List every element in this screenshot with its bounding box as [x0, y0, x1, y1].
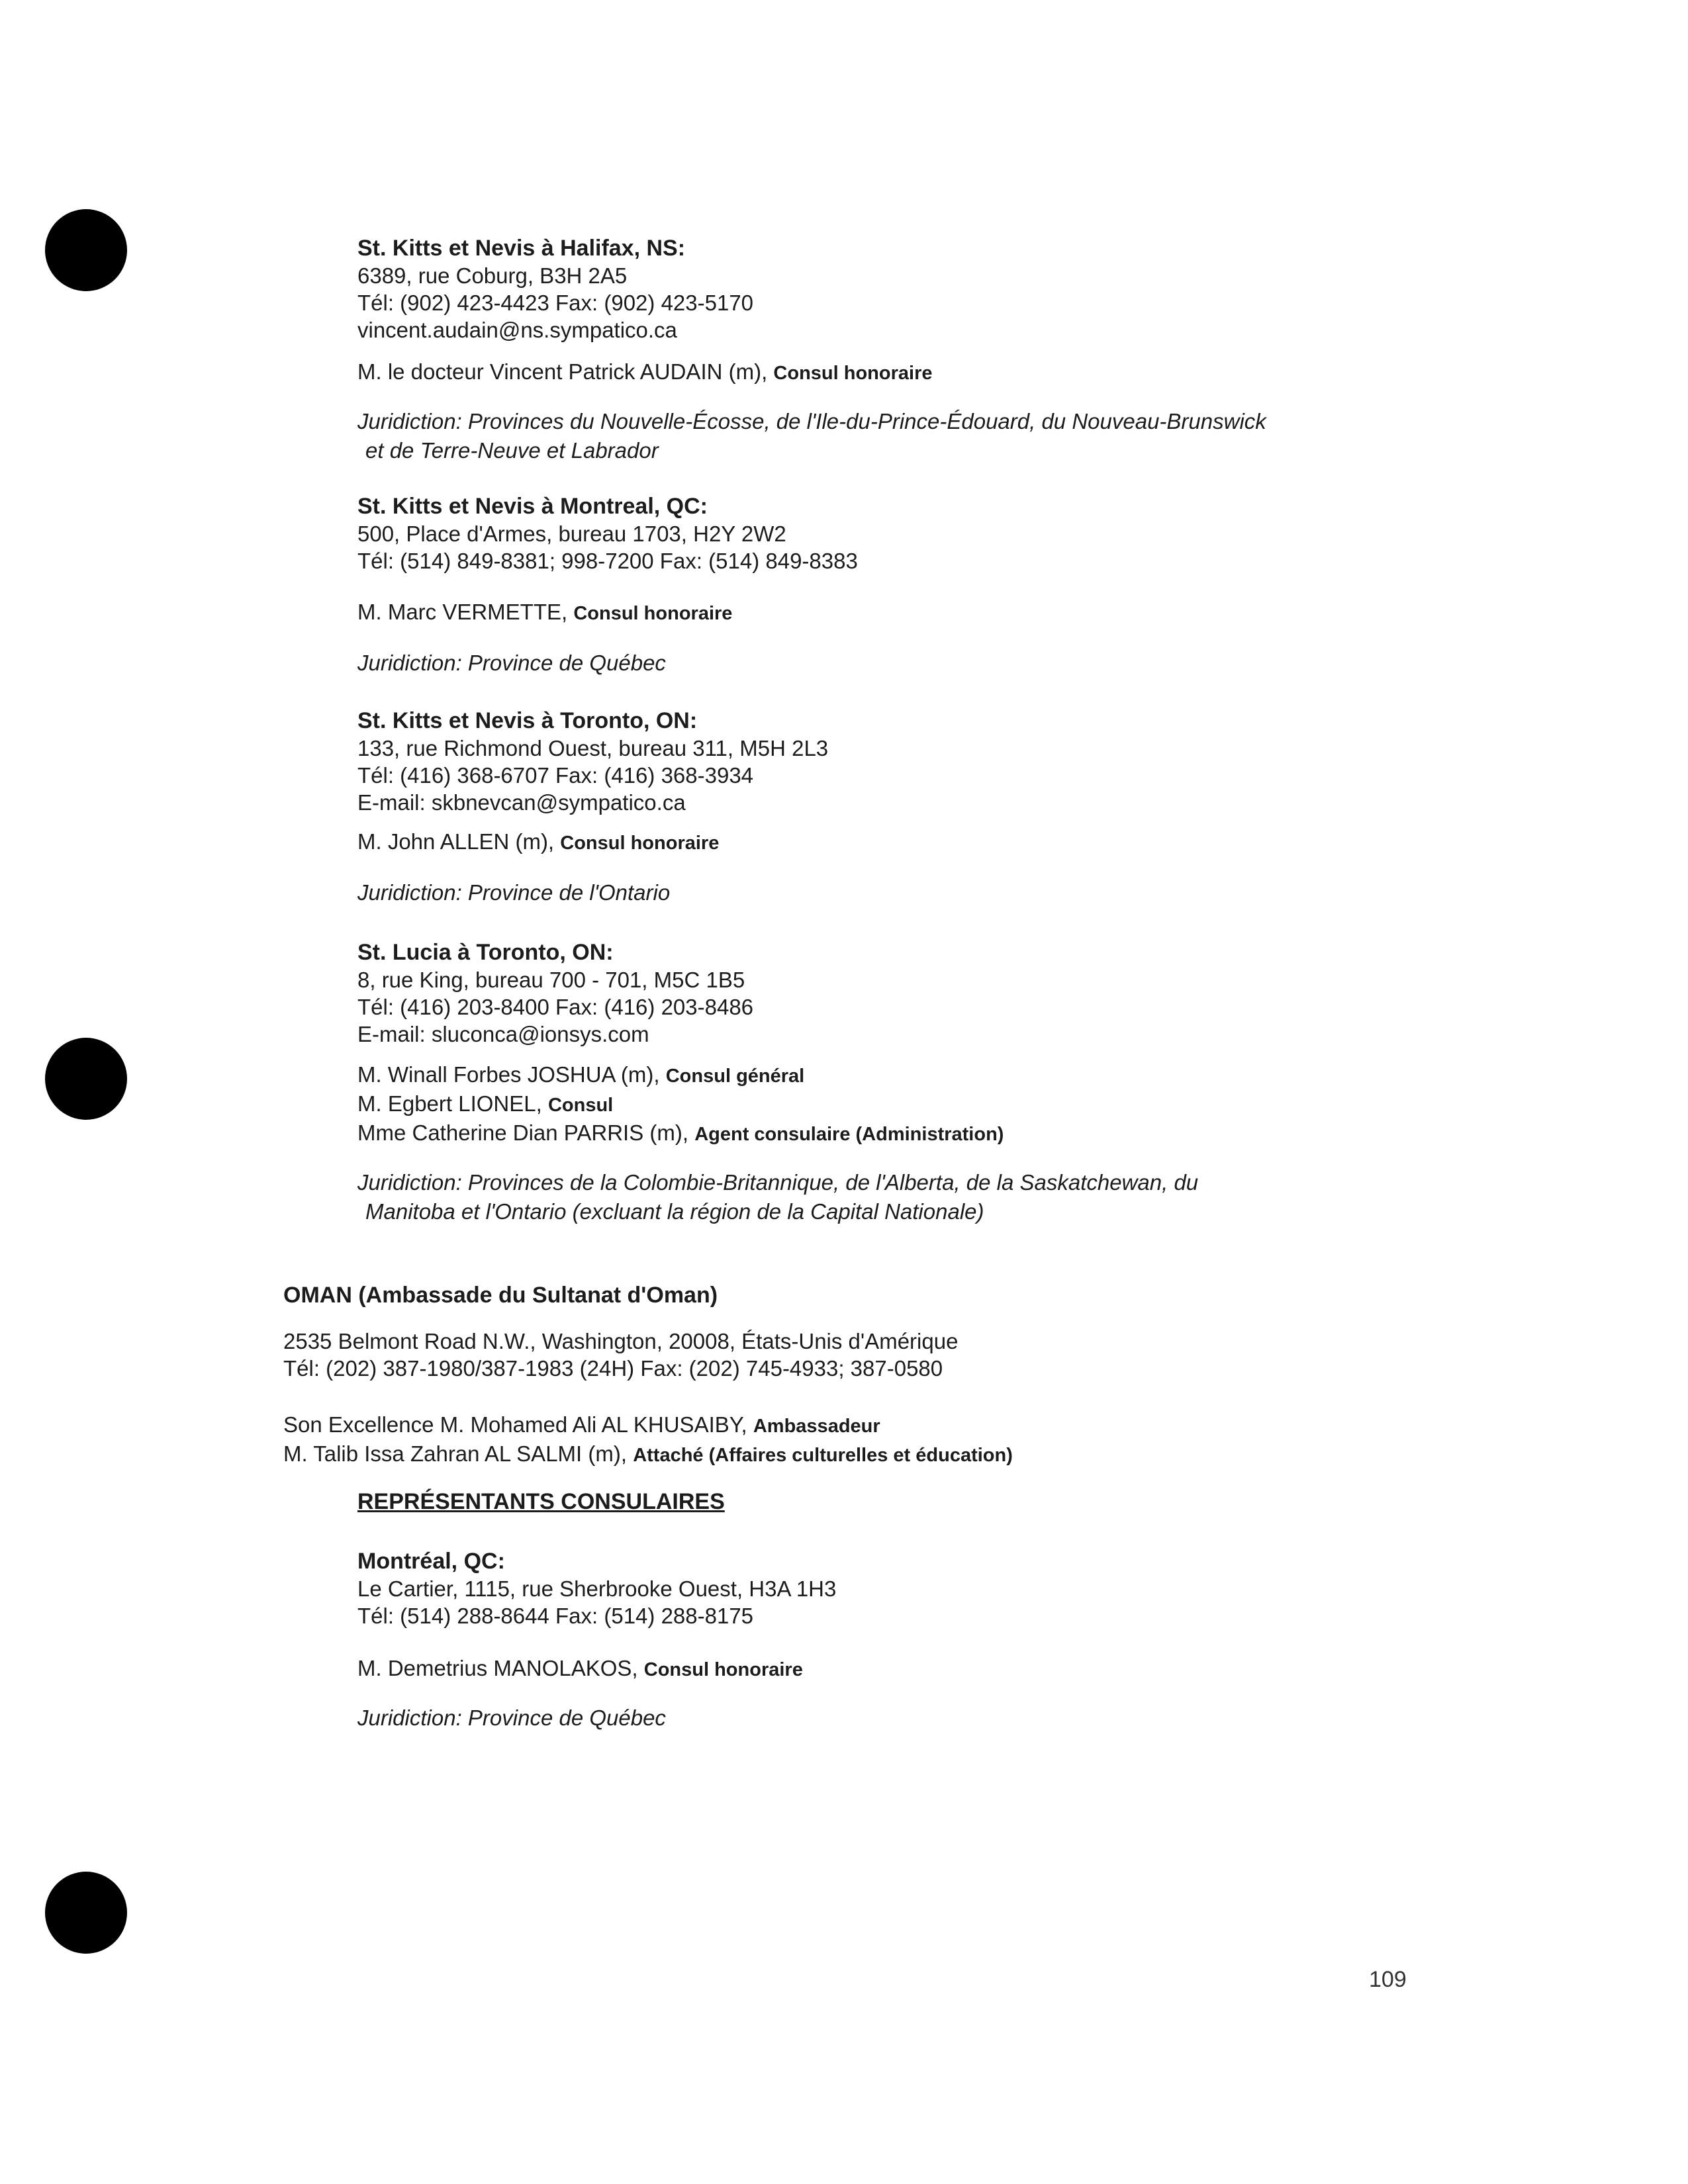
person-name: M. Egbert LIONEL, [357, 1091, 548, 1116]
person-role: Ambassadeur [753, 1416, 880, 1437]
entry-address: 500, Place d'Armes, bureau 1703, H2Y 2W2 [357, 522, 786, 546]
entry-phone: Tél: (416) 368-6707 Fax: (416) 368-3934 [357, 763, 754, 788]
person-line [357, 1090, 1483, 1119]
entry-address: 8, rue King, bureau 700 - 701, M5C 1B5 [357, 968, 745, 992]
person-line [357, 598, 1483, 627]
embassy-heading: OMAN (Ambassade du Sultanat d'Oman) [283, 1283, 718, 1308]
binder-hole-icon [45, 209, 127, 291]
person-line [357, 1061, 1483, 1090]
entry-heading: St. Kitts et Nevis à Toronto, ON: [357, 708, 698, 733]
person-line [283, 1411, 1475, 1440]
entry-email: E-mail: sluconca@ionsys.com [357, 1022, 649, 1046]
person-name: M. Demetrius MANOLAKOS, [357, 1656, 644, 1680]
embassy-phone: Tél: (202) 387-1980/387-1983 (24H) Fax: (202) 745-4933; 387-0580 [283, 1356, 943, 1381]
jurisdiction-line: Juridiction: Province de Québec [357, 1706, 666, 1730]
person-role: Consul général [665, 1066, 805, 1087]
jurisdiction [357, 878, 1483, 907]
jurisdiction-line: Juridiction: Province de Québec [357, 651, 666, 675]
jurisdiction-line: Juridiction: Province de l'Ontario [357, 880, 671, 905]
entry-phone: Tél: (514) 849-8381; 998-7200 Fax: (514) 849-8383 [357, 549, 858, 573]
jurisdiction-line: Juridiction: Provinces de la Colombie-Britannique, de l'Alberta, de la Saskatchewan, du [357, 1170, 1199, 1195]
person-role: Consul honoraire [643, 1659, 803, 1680]
person-line [357, 358, 1483, 387]
embassy-address: 2535 Belmont Road N.W., Washington, 20008, États-Unis d'Amérique [283, 1329, 959, 1353]
entry-phone: Tél: (902) 423-4423 Fax: (902) 423-5170 [357, 291, 754, 315]
person-name: M. le docteur Vincent Patrick AUDAIN (m), [357, 359, 774, 384]
person-line [283, 1440, 1475, 1469]
page-number: 109 [1369, 1967, 1407, 1992]
person-line [357, 1655, 1483, 1684]
jurisdiction [357, 649, 1483, 678]
entry-phone: Tél: (514) 288-8644 Fax: (514) 288-8175 [357, 1604, 754, 1628]
jurisdiction [357, 1704, 1483, 1733]
person-role: Consul honoraire [573, 603, 733, 624]
person-name: M. Marc VERMETTE, [357, 600, 574, 624]
person-role: Consul [547, 1095, 614, 1116]
person-role: Agent consulaire (Administration) [694, 1124, 1004, 1145]
consulate-entry-toronto [357, 707, 1483, 907]
binder-hole-icon [45, 1872, 127, 1954]
person-name: M. Talib Issa Zahran AL SALMI (m), [283, 1441, 633, 1466]
jurisdiction-line: Manitoba et l'Ontario (excluant la région de la Capital Nationale) [365, 1199, 984, 1224]
person-name: M. John ALLEN (m), [357, 829, 561, 854]
jurisdiction [357, 1168, 1483, 1226]
entry-address: Le Cartier, 1115, rue Sherbrooke Ouest, H3A 1H3 [357, 1576, 837, 1601]
consulate-entry-st-lucia [357, 938, 1483, 1226]
person-name: Mme Catherine Dian PARRIS (m), [357, 1120, 695, 1145]
entry-heading: St. Kitts et Nevis à Montreal, QC: [357, 494, 708, 519]
embassy-details [283, 1328, 1475, 1469]
person-line [357, 1119, 1483, 1148]
person-name: Son Excellence M. Mohamed Ali AL KHUSAIBY, [283, 1412, 753, 1437]
jurisdiction-line: et de Terre-Neuve et Labrador [365, 438, 659, 463]
consulate-entry-montreal [357, 492, 1483, 678]
entry-address: 6389, rue Coburg, B3H 2A5 [357, 263, 628, 288]
binder-hole-icon [45, 1038, 127, 1120]
person-name: M. Winall Forbes JOSHUA (m), [357, 1062, 666, 1087]
entry-heading: Montréal, QC: [357, 1549, 505, 1574]
section-title: REPRÉSENTANTS CONSULAIRES [357, 1489, 725, 1514]
entry-email: vincent.audain@ns.sympatico.ca [357, 318, 677, 342]
jurisdiction [357, 407, 1483, 465]
person-role: Consul honoraire [773, 363, 933, 384]
entry-phone: Tél: (416) 203-8400 Fax: (416) 203-8486 [357, 995, 754, 1019]
consulate-entry-oman-montreal [357, 1547, 1483, 1733]
person-line [357, 828, 1483, 857]
jurisdiction-line: Juridiction: Provinces du Nouvelle-Écosse, de l'Ile-du-Prince-Édouard, du Nouveau-Brunswick [357, 409, 1266, 433]
entry-heading: St. Lucia à Toronto, ON: [357, 940, 614, 965]
consular-representatives [357, 1489, 1483, 1515]
entry-heading: St. Kitts et Nevis à Halifax, NS: [357, 236, 686, 261]
entry-email: E-mail: skbnevcan@sympatico.ca [357, 790, 686, 815]
entry-address: 133, rue Richmond Ouest, bureau 311, M5H 2L3 [357, 736, 829, 760]
consulate-entry-halifax [357, 234, 1483, 465]
person-role: Consul honoraire [560, 833, 720, 854]
person-role: Attaché (Affaires culturelles et éducation) [633, 1445, 1013, 1466]
